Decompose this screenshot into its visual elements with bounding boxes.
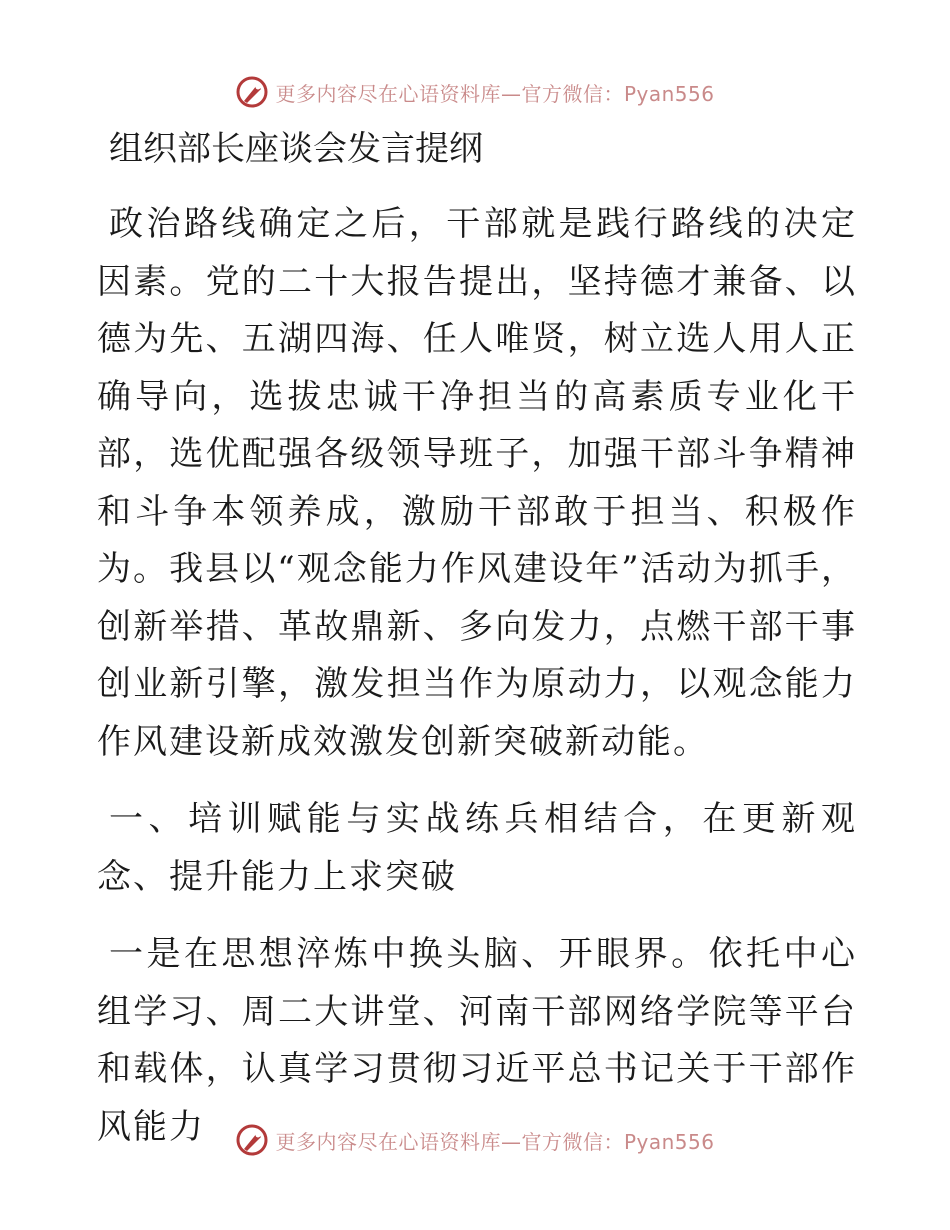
- pen-nib-seal-icon: [235, 1123, 269, 1157]
- watermark-banner-top: [0, 72, 950, 112]
- section-heading: 一、培训赋能与实战练兵相结合，在更新观念、提升能力上求突破: [97, 799, 857, 897]
- document-title: 组织部长座谈会发言提纲: [109, 129, 483, 169]
- watermark-banner-bottom: [0, 1120, 950, 1160]
- intro-paragraph: 政治路线确定之后，干部就是践行路线的决定因素。党的二十大报告提出，坚持德才兼备、以德为先、五湖四海、任人唯贤，树立选人用人正确导向，选拔忠诚干净担当的高素质专业化干部，选优配强各级领导班子，加强干部斗争精神和斗争本领养成，激励干部敢于担当、积极作为。我县以“观念能力作风建设年”活动为抓手，创新举措、革故鼎新、多向发力，点燃干部干事创业新引擎，激发担当作为原动力，以观念能力作风建设新成效激发创新突破新动能。: [97, 204, 857, 762]
- pen-nib-seal-icon: [235, 75, 269, 109]
- watermark-text: 更多内容尽在心语资料库—官方微信：Pyan556: [275, 1129, 715, 1154]
- section-body-paragraph: 一是在思想淬炼中换头脑、开眼界。依托中心组学习、周二大讲堂、河南干部网络学院等平台和载体，认真学习贯彻习近平总书记关于干部作风能力: [97, 934, 857, 1147]
- watermark-text: 更多内容尽在心语资料库—官方微信：Pyan556: [275, 81, 715, 106]
- document-body: [97, 120, 857, 1156]
